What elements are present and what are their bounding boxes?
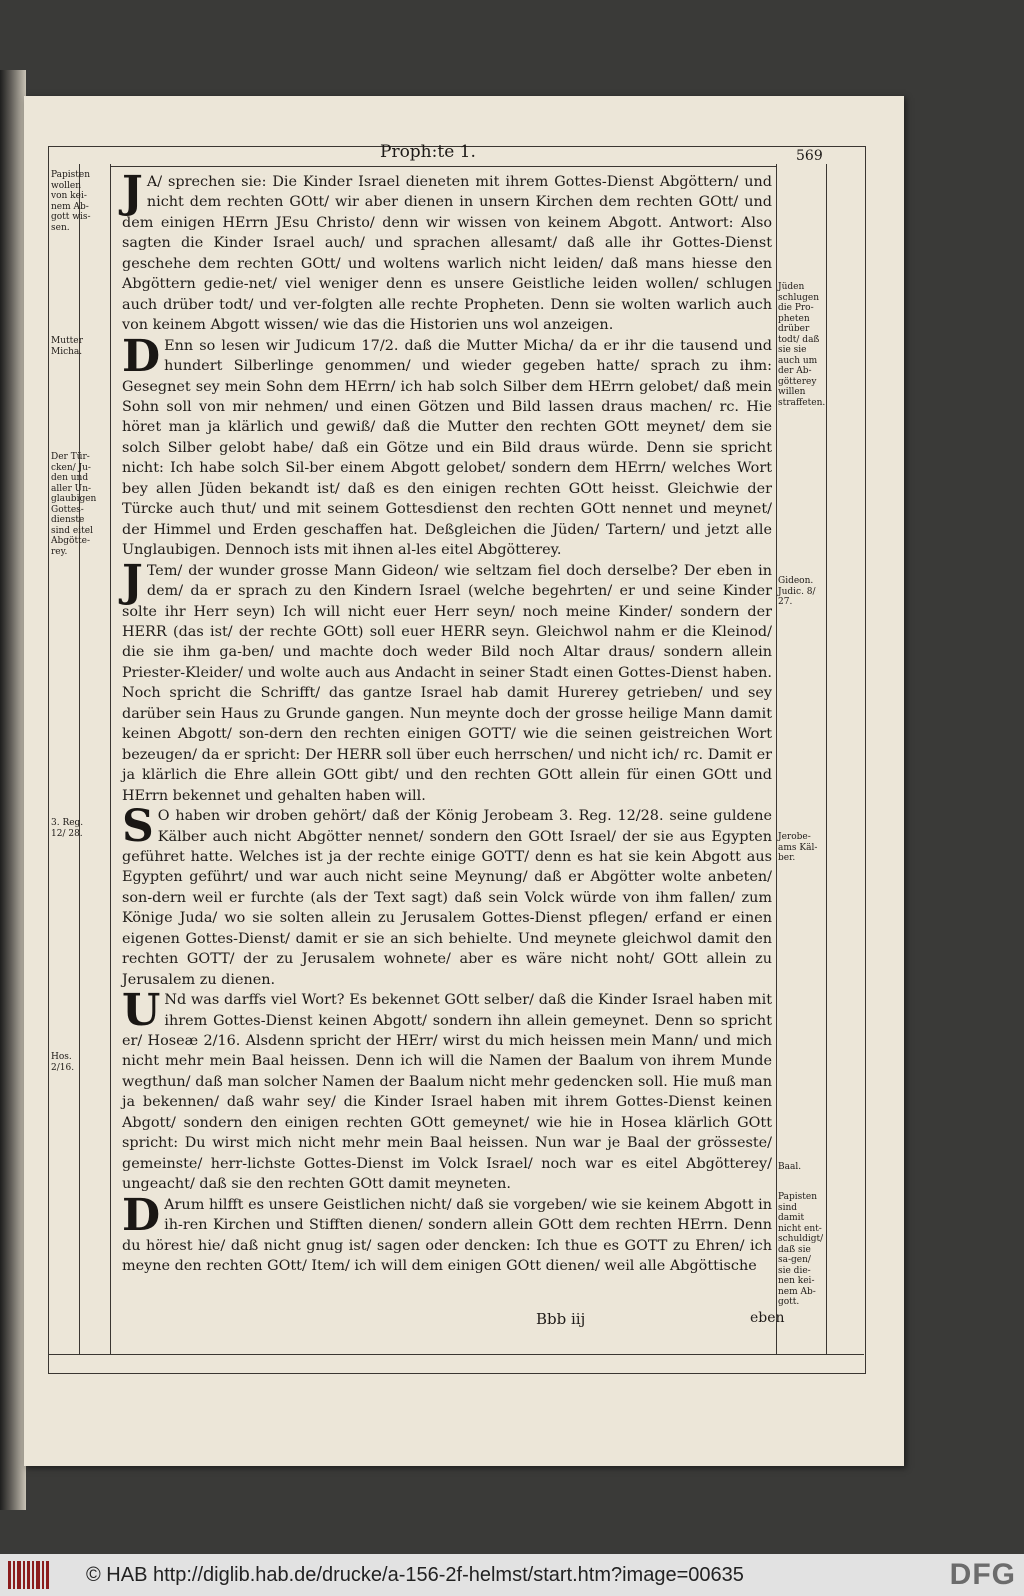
marginal-note-right: Gideon. Judic. 8/ 27. xyxy=(778,576,816,607)
marginal-note-left: 3. Reg. 12/ 28. xyxy=(51,818,84,839)
drop-initial: J xyxy=(122,167,143,218)
marginal-note-left: Papisten wollen von kei-nem Ab-gott wis-sen. xyxy=(51,170,91,233)
text-rule-left xyxy=(110,164,111,1354)
paragraph xyxy=(122,1189,772,1277)
page-number: 569 xyxy=(796,148,823,164)
scanner-edge xyxy=(0,70,26,1510)
barcode-icon xyxy=(8,1561,50,1589)
marginal-note-left: Hos. 2/16. xyxy=(51,1052,75,1073)
marginal-note-left: Mutter Micha. xyxy=(51,336,83,357)
copyright-url[interactable]: © HAB http://diglib.hab.de/drucke/a-156-2f-helmst/start.htm?image=00635 xyxy=(86,1563,744,1586)
footer-bar xyxy=(0,1554,1024,1596)
book-page xyxy=(24,96,904,1466)
text-rule-right xyxy=(776,164,777,1354)
drop-initial: S xyxy=(122,801,154,853)
catchword: eben xyxy=(750,1310,785,1326)
header-rule xyxy=(110,166,776,167)
footer-rule xyxy=(48,1354,864,1355)
marginal-note-right: Jüden schlugen die Pro-pheten drüber todt/ daß sie sie auch um der Ab-götterey willen straffeten. xyxy=(778,282,826,408)
paragraph xyxy=(122,555,772,806)
paragraph xyxy=(122,167,772,336)
marginal-note-right: Jerobe-ams Käl-ber. xyxy=(778,832,818,863)
drop-initial: D xyxy=(122,1189,161,1241)
paragraph-text: A/ sprechen sie: Die Kinder Israel dieneten mit ihrem Gottes-Dienst Abgöttern/ und nicht dem rechten GOtt/ wir aber dienen in unsern Kirchen dem rechten GOtt/ und dem einigen HErrn JEsu Christo/ denn wir wissen von keinem Abgott. Antwort: Also sagten die Kinder Israel auch/ und sprachen allesamt/ daß alle ihr Gottes-Dienst geschehe dem rechten GOtt/ und woltens warlich nicht leiden/ daß mans hiesse den Abgöttern gedie-net/ viel weniger denn es unsere Geistliche leiden wollen/ schlugen auch drüber todt/ und ver-folgten alle rechte Propheten. Denn sie wolten warlich auch von keinem Abgott wissen/ wie das die Historien uns wol anzeigen. xyxy=(122,174,772,334)
running-head: Proph:te 1. xyxy=(380,142,476,162)
signature-mark: Bbb iij xyxy=(536,1310,586,1328)
main-text xyxy=(122,167,772,1276)
marginal-note-right: Papisten sind damit nicht ent-schuldigt/ daß sie sa-gen/ sie die-nen kei-nem Ab-gott. xyxy=(778,1192,824,1307)
marginal-note-left: Der Tür-cken/ Ju-den und aller Un-glaubigen Gottes-dienste sind eitel Abgötte-rey. xyxy=(51,452,97,557)
margin-rule-right xyxy=(826,164,827,1354)
drop-initial: U xyxy=(122,985,161,1037)
paragraph-text: Enn so lesen wir Judicum 17/2. daß die Mutter Micha/ da er ihr die tausend und hundert Silberlinge genommen/ und wieder gegeben hatte/ sprach zu ihm: Gesegnet sey mein Sohn dem HErrn/ ich hab solch Silber dem HErrn gelobet/ daß mein Sohn soll von mir nehmen/ und einen Götzen und Bild lassen draus machen/ rc. Hie höret man ja klärlich und gewiß/ daß die Mutter den rechten GOtt meynet/ dem sie solch Silber gelobt habe/ daß ein Götze und ein Bild draus würde. Denn sie spricht nicht: Ich habe solch Sil-ber einem Abgott gelobet/ sondern dem HErrn/ welches Wort bey allen Jüden bekandt ist/ daß es den einigen rechten GOtt heisst. Gleichwie der Türcke auch thut/ und mit seinem Gottesdienst den rechten GOtt nennet und meynet/ der Himmel und Erden geschaffen hat. Deßgleichen die Jüden/ Tartern/ und jetzt alle Unglaubigen. Dennoch ists mit ihnen al-les eitel Abgötterey. xyxy=(122,337,772,559)
paragraph xyxy=(122,985,772,1195)
paragraph-text: Nd was darffs viel Wort? Es bekennet GOtt selber/ daß die Kinder Israel haben mit ihrem Gottes-Dienst keinen Abgott/ sondern ihn allein gemeynet. Denn so spricht er/ Hoseæ 2/16. Alsdenn spricht der HErr/ wirst du mich heissen mein Mann/ und mich nicht mehr mein Baal heissen. Denn ich will die Namen der Baalum von ihrem Munde wegthun/ daß man solcher Namen der Baalum nicht mehr gedencken soll. Hie muß man ja bekennen/ daß wahr sey/ die Kinder Israel haben mit ihrem Gottes-Dienst keinen Abgott/ sondern den einigen rechten GOtt gemeynet/ wie hie in Hosea klärlich GOtt spricht: Du wirst mich nicht mehr mein Baal heissen. Nun war je Baal der grösseste/ gemeinste/ herr-lichste Gottes-Dienst im Volck Israel/ noch war es eitel Abgötterey/ ungeacht/ daß sie den rechten GOtt damit meyneten. xyxy=(122,992,772,1193)
paragraph-text: Tem/ der wunder grosse Mann Gideon/ wie seltzam fiel doch derselbe? Der eben in dem/ da er sprach zu den Kindern Israel (welche begehrten/ er und seine Kinder solte ihr Herr seyn) Ich will nicht euer Herr seyn/ noch meine Kinder/ sondern der HERR (das ist/ der rechte GOtt) soll euer HERR seyn. Gleichwol nahm er die Kleinod/ die sie ihm ga-ben/ und machte doch weder Bild noch Altar draus/ sondern allein Priester-Kleider/ und wolte auch aus Andacht in seiner Stadt einen Gottes-Dienst haben. Noch spricht die Schrifft/ das gantze Israel hab damit Hurerey getrieben/ und sey darüber sein Haus zu Grunde gangen. Nun meynte doch der grosse heilige Mann damit keinen Abgott/ son-dern den rechten einigen GOTT/ wie die seinen geistreichen Wort bezeugen/ da er spricht: Der HERR soll über euch herrschen/ und nicht ich/ rc. Damit er ja klärlich die Ehre allein GOtt gibt/ und den rechten GOtt allein für einen GOtt und HErrn bekennet und gehalten haben will. xyxy=(122,562,772,804)
marginal-note-right: Baal. xyxy=(778,1162,802,1172)
paragraph xyxy=(122,330,772,561)
drop-initial: J xyxy=(122,555,143,607)
drop-initial: D xyxy=(122,330,161,382)
paragraph-text: O haben wir droben gehört/ daß der König Jerobeam 3. Reg. 12/28. seine guldene Kälber auch nicht Abgötter nennet/ sondern den GOtt Israel/ der sie aus Egypten geführet hatte. Welches ist ja der rechte einige GOTT/ denn es hat sie kein Abgott aus Egypten geführt/ und war auch nicht seine Meynung/ daß er Abgötter wolte anbeten/ son-dern weil er furchte (als der Text sagt) daß sein Volck würde von ihm fallen/ zum Könige Juda/ wo sie solten allein zu Jerusalem Gottes-Dienst pflegen/ erfand er einen eigenen Gottes-Dienst/ damit er sie an sich behielte. Und meynete gleichwol damit den rechten GOTT/ der zu Jerusalem wohnete/ aber es wäre nicht noht/ GOtt allein zu Jerusalem zu dienen. xyxy=(122,808,772,988)
dfg-logo: DFG xyxy=(949,1558,1016,1591)
paragraph xyxy=(122,801,772,990)
paragraph-text: Arum hilfft es unsere Geistlichen nicht/ daß sie vorgeben/ wie sie keinem Abgott in ih-ren Kirchen und Stifften dienen/ sondern allein GOtt dem rechten HErrn. Denn du hörest hie/ daß nicht gnug ist/ sagen oder dencken: Ich thue es GOTT zu Ehren/ ich meyne den rechten GOtt/ Item/ ich will dem einigen GOtt dienen/ weil alle Abgöttische xyxy=(122,1196,772,1275)
